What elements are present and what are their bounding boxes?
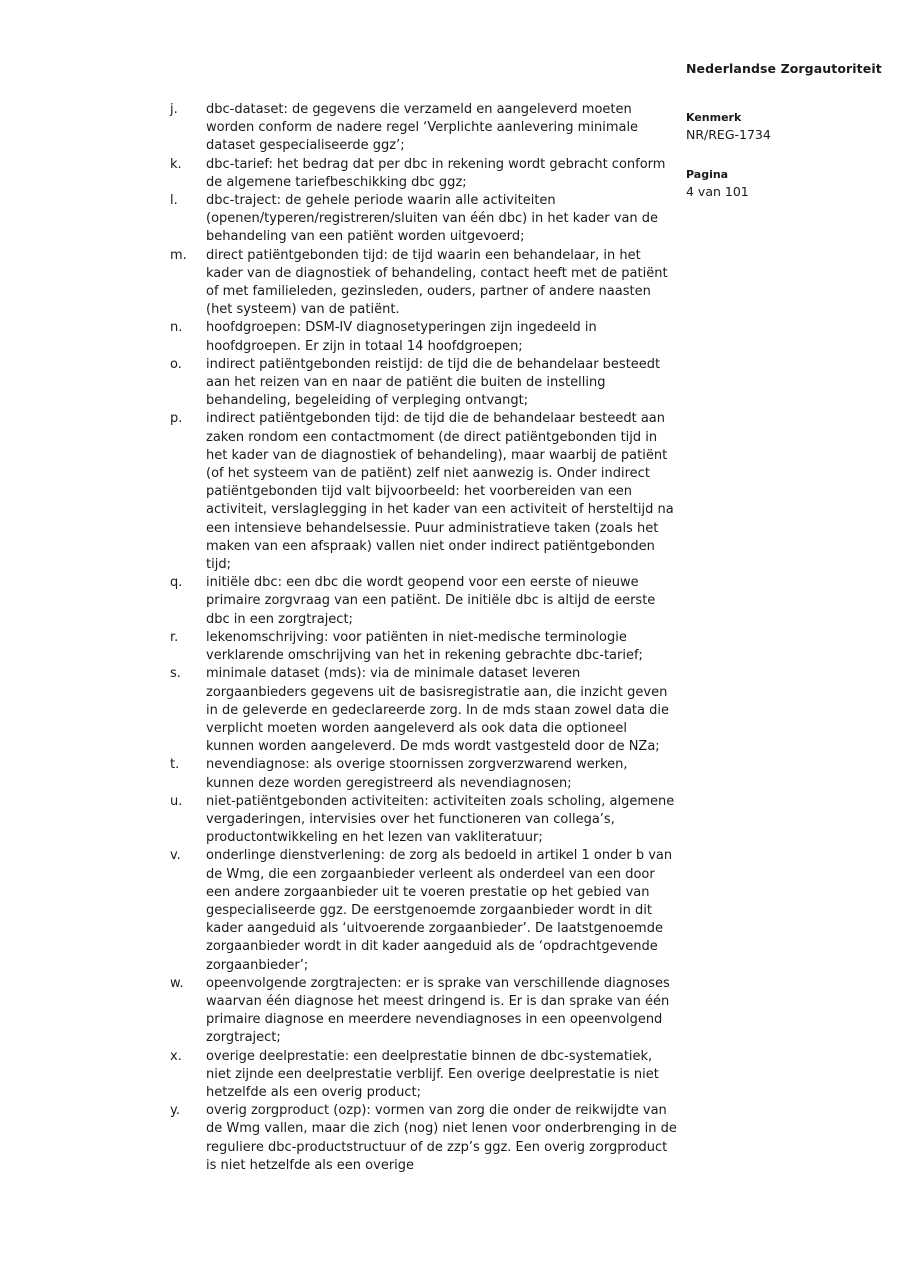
definition-item	[170, 793, 678, 848]
meta-sidebar	[686, 111, 876, 200]
definition-item	[170, 1048, 678, 1103]
definition-letter: n.	[170, 320, 183, 336]
definition-letter: r.	[170, 629, 179, 645]
definition-item	[170, 247, 678, 320]
definition-text: initiële dbc: een dbc die wordt geopend voor een eerste of nieuwe primaire zorgvraag van een patiënt. De initiële dbc is altijd de eerste dbc in een zorgtraject;	[206, 575, 656, 627]
definition-text: dbc-traject: de gehele periode waarin alle activiteiten (openen/typeren/registreren/sluiten van één dbc) in het kader van de behandeling van een patiënt worden uitgevoerd;	[206, 193, 659, 245]
definition-letter: x.	[170, 1048, 182, 1064]
kenmerk-label: Kenmerk	[686, 111, 742, 124]
definition-letter: v.	[170, 848, 181, 864]
definition-letter: o.	[170, 356, 182, 372]
definition-text: dbc-dataset: de gegevens die verzameld en aangeleverd moeten worden conform de nadere regel ‘Verplichte aanlevering minimale dataset gespecialiseerde ggz’;	[206, 102, 639, 154]
definition-item	[170, 574, 678, 629]
definition-letter: u.	[170, 793, 183, 809]
definition-text: minimale dataset (mds): via de minimale dataset leveren zorgaanbieders gegevens uit de basisregistratie aan, die inzicht geven in de geleverde en gedeclareerde zorg. In de mds staan zowel data die verplicht moeten worden aangeleverd als ook data die optioneel kunnen worden aangeleverd. De mds wordt vastgesteld door de NZa;	[206, 666, 669, 755]
definition-letter: y.	[170, 1103, 180, 1119]
definition-letter: l.	[170, 193, 178, 209]
definition-text: direct patiëntgebonden tijd: de tijd waarin een behandelaar, in het kader van de diagnostiek of behandeling, contact heeft met de patiënt of met familieleden, gezinsleden, ouders, partner of andere naasten (het systeem) van de patiënt.	[206, 247, 668, 318]
definition-item	[170, 101, 678, 156]
definition-text: indirect patiëntgebonden reistijd: de tijd die de behandelaar besteedt aan het reizen van en naar de patiënt die buiten de instelling behandeling, begeleiding of verpleging ontvangt;	[206, 356, 661, 409]
definition-text: opeenvolgende zorgtrajecten: er is sprake van verschillende diagnoses waarvan één diagnose het meest dringend is. Er is dan sprake van één primaire diagnose en meerdere nevendiagnoses in een opeenvolgend zorgtraject;	[206, 975, 670, 1046]
org-title: Nederlandse Zorgautoriteit	[686, 61, 882, 76]
definition-letter: q.	[170, 575, 183, 591]
definition-item	[170, 975, 678, 1048]
definition-text: indirect patiëntgebonden tijd: de tijd die de behandelaar besteedt aan zaken rondom een contactmoment (de direct patiëntgebonden tijd in het kader van de diagnostiek of behandeling), maar waarbij de patiënt (of het systeem van de patiënt) zelf niet aanwezig is. Onder indirect patiëntgebonden tijd valt bijvoorbeeld: het voorbereiden van een activiteit, verslaglegging in het kader van een activiteit of hersteltijd na een intensieve behandelsessie. Puur administratieve taken (zoals het maken van een afspraak) vallen niet onder indirect patiëntgebonden tijd;	[206, 411, 674, 573]
kenmerk-value: NR/REG-1734	[686, 127, 771, 142]
definition-item	[170, 847, 678, 974]
definition-text: niet-patiëntgebonden activiteiten: activiteiten zoals scholing, algemene vergaderingen, intervisies over het functioneren van collega’s, productontwikkeling en het lezen van vakliteratuur;	[206, 793, 675, 846]
definition-item	[170, 192, 678, 247]
definition-letter: p.	[170, 411, 183, 427]
definition-item	[170, 756, 678, 792]
pagina-label: Pagina	[686, 168, 729, 181]
definition-letter: m.	[170, 247, 187, 263]
definitions-list	[170, 101, 678, 1175]
definition-text: lekenomschrijving: voor patiënten in niet-medische terminologie verklarende omschrijving van het in rekening gebrachte dbc-tarief;	[206, 629, 643, 664]
definition-text: onderlinge dienstverlening: de zorg als bedoeld in artikel 1 onder b van de Wmg, die een zorgaanbieder verleent als onderdeel van een door een andere zorgaanbieder uit te voeren prestatie op het gebied van gespecialiseerde ggz. De eerstgenoemde zorgaanbieder wordt in dit kader aangeduid als ‘uitvoerende zorgaanbieder’. De laatstgenoemde zorgaanbieder wordt in dit kader aangeduid als de ‘opdrachtgevende zorgaanbieder’;	[206, 848, 673, 973]
definition-text: nevendiagnose: als overige stoornissen zorgverzwarend werken, kunnen deze worden geregistreerd als nevendiagnosen;	[206, 757, 628, 791]
definition-letter: w.	[170, 975, 184, 991]
definition-text: overig zorgproduct (ozp): vormen van zorg die onder de reikwijdte van de Wmg vallen, maar die zich (nog) niet lenen voor onderbrenging in de reguliere dbc-productstructuur of de zzp’s ggz. Een overig zorgproduct is niet hetzelfde als een overige	[206, 1103, 677, 1173]
definition-text: overige deelprestatie: een deelprestatie binnen de dbc-systematiek, niet zijnde een deelprestatie verblijf. Een overige deelprestatie is niet hetzelfde als een overig product;	[206, 1048, 659, 1100]
kenmerk-block	[686, 111, 876, 143]
definition-letter: s.	[170, 666, 181, 682]
pagina-block	[686, 168, 876, 200]
definition-letter: k.	[170, 156, 182, 172]
definition-item	[170, 1102, 678, 1175]
pagina-value: 4 van 101	[686, 184, 749, 199]
definition-letter: t.	[170, 757, 180, 773]
definition-text: hoofdgroepen: DSM-IV diagnosetyperingen zijn ingedeeld in hoofdgroepen. Er zijn in totaal 14 hoofdgroepen;	[206, 320, 597, 354]
definition-item	[170, 410, 678, 574]
definition-letter: j.	[170, 102, 178, 117]
definition-item	[170, 665, 678, 756]
definition-text: dbc-tarief: het bedrag dat per dbc in rekening wordt gebracht conform de algemene tariefbeschikking dbc ggz;	[206, 156, 666, 190]
definition-item	[170, 629, 678, 665]
definition-item	[170, 356, 678, 411]
definition-item	[170, 319, 678, 355]
definition-item	[170, 156, 678, 192]
